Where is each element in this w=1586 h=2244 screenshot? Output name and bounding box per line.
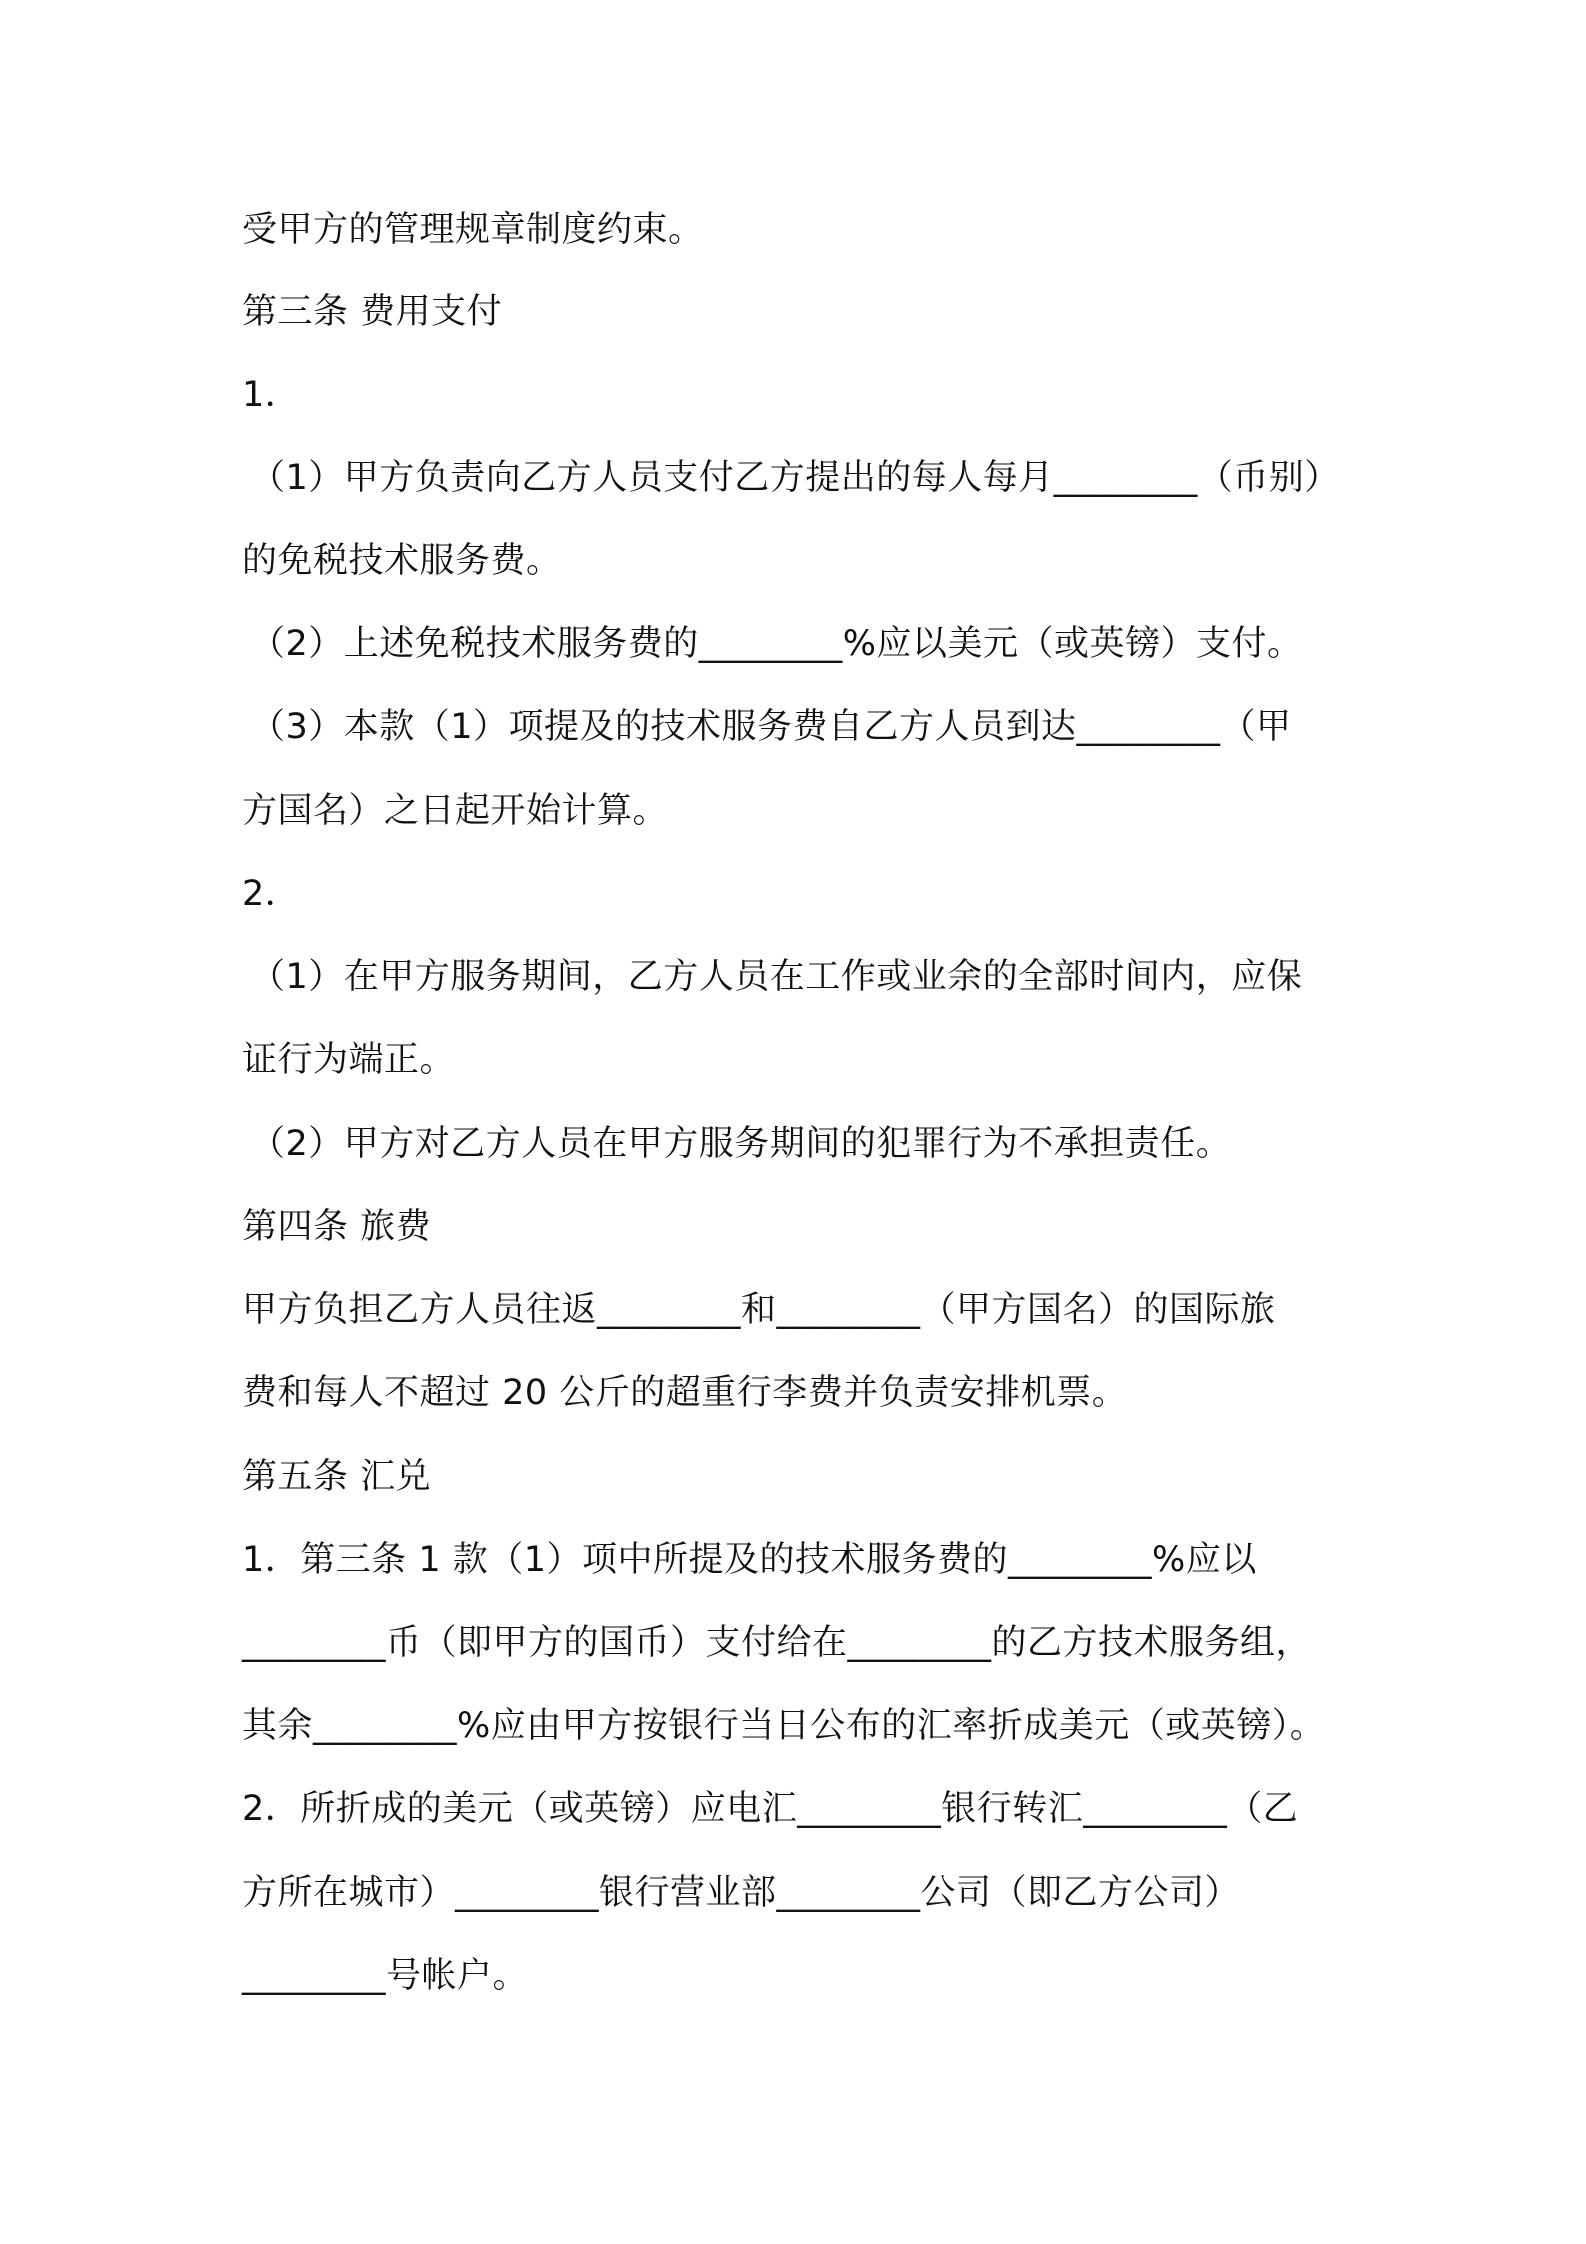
text-line: （1）在甲方服务期间，乙方人员在工作或业余的全部时间内，应保 [250, 957, 1303, 997]
text-line: ________币（即甲方的国币）支付给在________的乙方技术服务组， [242, 1623, 1312, 1663]
text-line: （1）甲方负责向乙方人员支付乙方提出的每人每月________（币别） [250, 458, 1340, 498]
section-heading: 第五条 汇兑 [242, 1457, 432, 1497]
text-line: 证行为端正。 [242, 1040, 456, 1080]
text-line: 其余________%应由甲方按银行当日公布的汇率折成美元（或英镑）。 [242, 1706, 1326, 1746]
clause-number: 1． [242, 375, 301, 415]
section-heading: 第三条 费用支付 [242, 292, 503, 332]
text-line: 1．第三条 1 款（1）项中所提及的技术服务费的________%应以 [242, 1540, 1257, 1580]
text-line: 方国名）之日起开始计算。 [242, 791, 669, 831]
text-line: 甲方负担乙方人员往返________和________（甲方国名）的国际旅 [242, 1290, 1276, 1330]
text-line: 受甲方的管理规章制度约束。 [242, 210, 704, 250]
text-line: （3）本款（1）项提及的技术服务费自乙方人员到达________（甲 [250, 707, 1292, 747]
text-line: 方所在城市）________银行营业部________公司（即乙方公司） [242, 1873, 1241, 1913]
clause-number: 2． [242, 874, 301, 914]
text-line: 费和每人不超过 20 公斤的超重行李费并负责安排机票。 [242, 1373, 1128, 1413]
text-line: （2）甲方对乙方人员在甲方服务期间的犯罪行为不承担责任。 [250, 1124, 1232, 1164]
text-line: 的免税技术服务费。 [242, 541, 562, 581]
section-heading: 第四条 旅费 [242, 1207, 432, 1247]
text-line: 2．所折成的美元（或英镑）应电汇________银行转汇________（乙 [242, 1789, 1299, 1829]
text-line: ________号帐户。 [242, 1956, 529, 1996]
text-line: （2）上述免税技术服务费的________%应以美元（或英镑）支付。 [250, 624, 1303, 664]
